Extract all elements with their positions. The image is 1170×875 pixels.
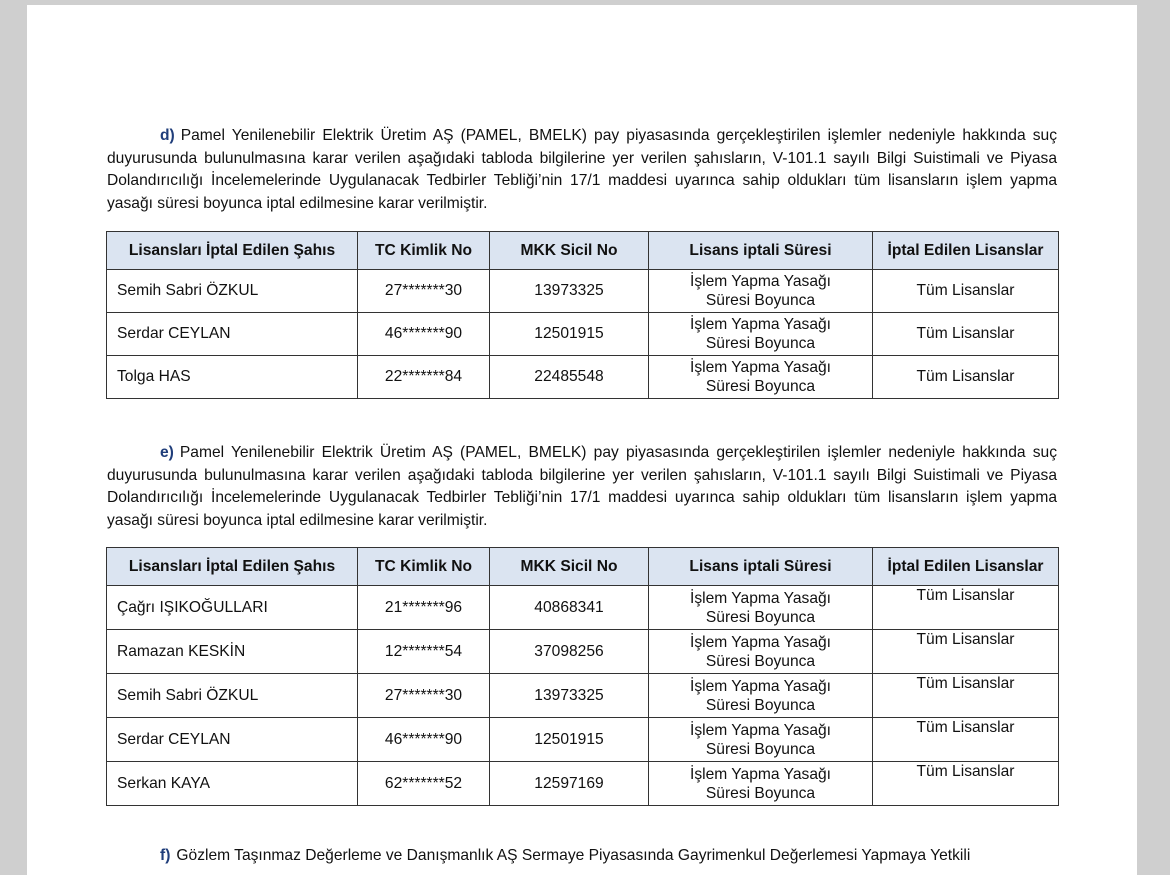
duration-line-2: Süresi Boyunca bbox=[705, 696, 816, 714]
duration-line-1: İşlem Yapma Yasağı bbox=[690, 677, 831, 695]
cell-licenses: Tüm Lisanslar bbox=[873, 313, 1059, 356]
cell-duration bbox=[649, 356, 873, 399]
cell-licenses: Tüm Lisanslar bbox=[873, 718, 1059, 762]
duration-line-2: Süresi Boyunca bbox=[705, 740, 816, 758]
section-e-letter: e) bbox=[160, 444, 174, 461]
cell-duration bbox=[649, 313, 873, 356]
cell-duration bbox=[649, 270, 873, 313]
duration-line-2: Süresi Boyunca bbox=[705, 784, 816, 802]
table-row bbox=[107, 313, 1059, 356]
duration-line-2: Süresi Boyunca bbox=[705, 608, 816, 626]
cell-mkk: 40868341 bbox=[490, 586, 649, 630]
section-f-letter: f) bbox=[160, 847, 171, 864]
table-row bbox=[107, 674, 1059, 718]
table-header-row bbox=[107, 548, 1059, 586]
duration-line-1: İşlem Yapma Yasağı bbox=[690, 633, 831, 651]
cell-duration bbox=[649, 586, 873, 630]
col-header-mkk: MKK Sicil No bbox=[490, 548, 649, 586]
cell-name: Çağrı IŞIKOĞULLARI bbox=[107, 586, 358, 630]
cell-tc: 22*******84 bbox=[358, 356, 490, 399]
duration-line-1: İşlem Yapma Yasağı bbox=[690, 765, 831, 783]
section-e-paragraph bbox=[107, 442, 1057, 532]
section-f-text: Gözlem Taşınmaz Değerleme ve Danışmanlık AŞ Sermaye Piyasasında Gayrimenkul Değerlemesi Yapmaya Yetkili bbox=[176, 847, 971, 864]
section-d-text: Pamel Yenilenebilir Elektrik Üretim AŞ (PAMEL, BMELK) pay piyasasında gerçekleştirilen işlemler nedeniyle hakkında suç duyurusunda bulunulmasına karar verilen aşağıdaki tabloda bilgilerine yer verilen şahısların, V-101.1 sayılı Bilgi Suistimali ve Piyasa Dolandırıcılığı İncelemelerinde Uygulanacak Tedbirler Tebliği’nin 17/1 maddesi uyarınca sahip oldukları tüm lisansların işlem yapma yasağı süresi boyunca iptal edilmesine karar verilmiştir. bbox=[107, 127, 1057, 212]
cell-mkk: 13973325 bbox=[490, 270, 649, 313]
col-header-tc: TC Kimlik No bbox=[358, 548, 490, 586]
table-row bbox=[107, 762, 1059, 806]
table-row bbox=[107, 270, 1059, 313]
document-page bbox=[27, 5, 1137, 875]
cell-tc: 12*******54 bbox=[358, 630, 490, 674]
table-header-row bbox=[107, 232, 1059, 270]
col-header-person: Lisansları İptal Edilen Şahıs bbox=[107, 232, 358, 270]
duration-line-2: Süresi Boyunca bbox=[705, 335, 816, 352]
col-header-tc: TC Kimlik No bbox=[358, 232, 490, 270]
duration-line-1: İşlem Yapma Yasağı bbox=[690, 359, 831, 376]
cell-name: Semih Sabri ÖZKUL bbox=[107, 674, 358, 718]
section-f-paragraph bbox=[107, 845, 1057, 868]
section-d-letter: d) bbox=[160, 127, 175, 144]
cell-licenses: Tüm Lisanslar bbox=[873, 586, 1059, 630]
cell-tc: 46*******90 bbox=[358, 718, 490, 762]
duration-line-2: Süresi Boyunca bbox=[705, 652, 816, 670]
col-header-mkk: MKK Sicil No bbox=[490, 232, 649, 270]
cell-tc: 21*******96 bbox=[358, 586, 490, 630]
cell-mkk: 37098256 bbox=[490, 630, 649, 674]
col-header-person: Lisansları İptal Edilen Şahıs bbox=[107, 548, 358, 586]
cell-licenses: Tüm Lisanslar bbox=[873, 270, 1059, 313]
cell-duration bbox=[649, 674, 873, 718]
cell-name: Serkan KAYA bbox=[107, 762, 358, 806]
licenses-table-d bbox=[106, 231, 1059, 399]
cell-licenses: Tüm Lisanslar bbox=[873, 630, 1059, 674]
col-header-duration: Lisans iptali Süresi bbox=[649, 232, 873, 270]
cell-tc: 46*******90 bbox=[358, 313, 490, 356]
table-row bbox=[107, 630, 1059, 674]
cell-licenses: Tüm Lisanslar bbox=[873, 674, 1059, 718]
cell-mkk: 22485548 bbox=[490, 356, 649, 399]
cell-tc: 27*******30 bbox=[358, 674, 490, 718]
duration-line-1: İşlem Yapma Yasağı bbox=[690, 273, 831, 290]
col-header-licenses: İptal Edilen Lisanslar bbox=[873, 232, 1059, 270]
cell-tc: 27*******30 bbox=[358, 270, 490, 313]
col-header-duration: Lisans iptali Süresi bbox=[649, 548, 873, 586]
cell-mkk: 13973325 bbox=[490, 674, 649, 718]
table-row bbox=[107, 356, 1059, 399]
cell-name: Serdar CEYLAN bbox=[107, 313, 358, 356]
cell-duration bbox=[649, 718, 873, 762]
cell-name: Tolga HAS bbox=[107, 356, 358, 399]
section-e-text: Pamel Yenilenebilir Elektrik Üretim AŞ (PAMEL, BMELK) pay piyasasında gerçekleştirilen işlemler nedeniyle hakkında suç duyurusunda bulunulmasına karar verilen aşağıdaki tabloda bilgilerine yer verilen şahısların, V-101.1 sayılı Bilgi Suistimali ve Piyasa Dolandırıcılığı İncelemelerinde Uygulanacak Tedbirler Tebliği’nin 17/1 maddesi uyarınca sahip oldukları tüm lisansların işlem yapma yasağı süresi boyunca iptal edilmesine karar verilmiştir. bbox=[107, 444, 1057, 529]
cell-mkk: 12597169 bbox=[490, 762, 649, 806]
cell-name: Ramazan KESKİN bbox=[107, 630, 358, 674]
cell-licenses: Tüm Lisanslar bbox=[873, 356, 1059, 399]
cell-duration bbox=[649, 762, 873, 806]
duration-line-1: İşlem Yapma Yasağı bbox=[690, 589, 831, 607]
table-row bbox=[107, 586, 1059, 630]
duration-line-1: İşlem Yapma Yasağı bbox=[690, 316, 831, 333]
licenses-table-e bbox=[106, 547, 1059, 806]
table-row bbox=[107, 718, 1059, 762]
section-d-paragraph bbox=[107, 125, 1057, 215]
cell-mkk: 12501915 bbox=[490, 313, 649, 356]
duration-line-2: Süresi Boyunca bbox=[705, 378, 816, 395]
cell-name: Serdar CEYLAN bbox=[107, 718, 358, 762]
duration-line-2: Süresi Boyunca bbox=[705, 292, 816, 309]
duration-line-1: İşlem Yapma Yasağı bbox=[690, 721, 831, 739]
cell-tc: 62*******52 bbox=[358, 762, 490, 806]
cell-name: Semih Sabri ÖZKUL bbox=[107, 270, 358, 313]
cell-mkk: 12501915 bbox=[490, 718, 649, 762]
cell-licenses: Tüm Lisanslar bbox=[873, 762, 1059, 806]
col-header-licenses: İptal Edilen Lisanslar bbox=[873, 548, 1059, 586]
cell-duration bbox=[649, 630, 873, 674]
